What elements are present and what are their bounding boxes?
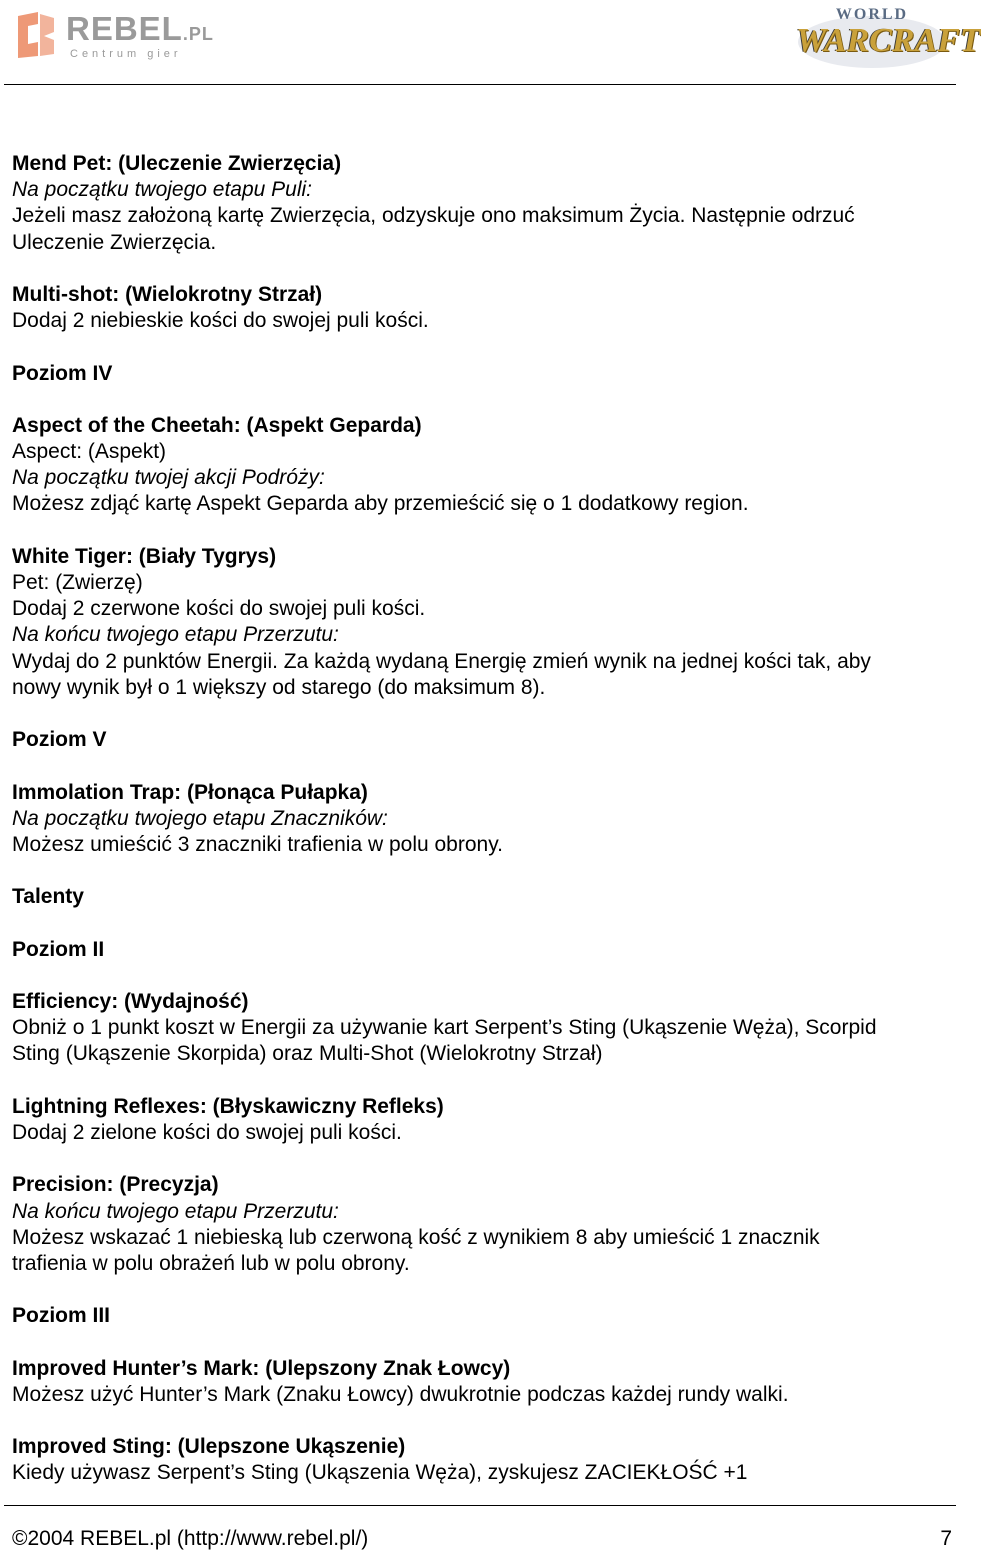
timing-line: Na końcu twojego etapu Przerzutu:	[12, 1199, 339, 1223]
rebel-logo-wordmark	[66, 10, 214, 48]
section-heading: Poziom V	[12, 728, 107, 752]
text-line: Wydaj do 2 punktów Energii. Za każdą wydaną Energię zmień wynik na jednej kości tak, aby	[12, 649, 871, 673]
paragraph-gap	[12, 1146, 952, 1172]
text-line: Sting (Ukąszenie Skorpida) oraz Multi-Shot (Wielokrotny Strzał)	[12, 1042, 603, 1066]
paragraph-gap	[12, 1277, 952, 1303]
paragraph-gap	[12, 518, 952, 544]
text-line: Uleczenie Zwierzęcia.	[12, 230, 217, 254]
section-heading: Immolation Trap: (Płonąca Pułapka)	[12, 780, 368, 804]
section-heading: Poziom IV	[12, 361, 113, 385]
text-line: Możesz wskazać 1 niebieską lub czerwoną kość z wynikiem 8 aby umieścić 1 znacznik	[12, 1225, 820, 1249]
paragraph-gap	[12, 858, 952, 884]
text-line: Dodaj 2 zielone kości do swojej puli kości.	[12, 1120, 402, 1144]
world-of-warcraft-logo	[796, 6, 981, 72]
text-line: Obniż o 1 punkt koszt w Energii za używanie kart Serpent’s Sting (Ukąszenie Węża), Scorpid	[12, 1016, 877, 1040]
section-heading: Multi-shot: (Wielokrotny Strzał)	[12, 282, 323, 306]
paragraph-gap	[12, 910, 952, 936]
paragraph-gap	[12, 963, 952, 989]
rebel-logo-mark-icon	[14, 10, 58, 60]
text-line: trafienia w polu obrażeń lub w polu obrony.	[12, 1251, 410, 1275]
section-heading: Aspect of the Cheetah: (Aspekt Geparda)	[12, 413, 422, 437]
text-line: Możesz zdjąć kartę Aspekt Geparda aby przemieścić się o 1 dodatkowy region.	[12, 492, 749, 516]
section-heading: Precision: (Precyzja)	[12, 1173, 219, 1197]
paragraph-gap	[12, 387, 952, 413]
section-heading: Efficiency: (Wydajność)	[12, 990, 249, 1013]
header-divider	[4, 84, 956, 85]
document-body	[12, 151, 952, 1487]
timing-line: Na początku twojego etapu Puli:	[12, 178, 313, 202]
paragraph-gap	[12, 1329, 952, 1355]
page-number: 7	[940, 1527, 952, 1550]
text-line: Dodaj 2 czerwone kości do swojej puli kości.	[12, 597, 426, 621]
text-line: Możesz użyć Hunter’s Mark (Znaku Łowcy) dwukrotnie podczas każdej rundy walki.	[12, 1382, 789, 1406]
rebel-logo-name: REBEL	[66, 10, 183, 47]
wow-logo-line1: WORLD	[835, 6, 909, 23]
timing-line: Na końcu twojego etapu Przerzutu:	[12, 623, 339, 647]
paragraph-gap	[12, 1408, 952, 1434]
page-header	[0, 0, 981, 84]
text-line: Pet: (Zwierzę)	[12, 571, 143, 594]
wow-logo-line2: WARCRAFT	[796, 22, 981, 59]
rebel-logo-tagline: Centrum gier	[70, 48, 182, 60]
text-line: Dodaj 2 niebieskie kości do swojej puli kości.	[12, 309, 429, 333]
timing-line: Na początku twojej akcji Podróży:	[12, 466, 325, 490]
paragraph-gap	[12, 753, 952, 779]
rebel-logo-tld: .PL	[182, 24, 214, 44]
text-line: Jeżeli masz założoną kartę Zwierzęcia, odzyskuje ono maksimum Życia. Następnie odrzuć	[12, 204, 855, 228]
paragraph-gap	[12, 256, 952, 282]
rebel-logo	[14, 8, 214, 64]
section-heading: Lightning Reflexes: (Błyskawiczny Refleks)	[12, 1094, 444, 1118]
text-line: Kiedy używasz Serpent’s Sting (Ukąszenia Węża), zyskujesz ZACIEKŁOŚĆ +1	[12, 1461, 748, 1485]
section-heading: Poziom III	[12, 1304, 111, 1328]
text-line: Aspect: (Aspekt)	[12, 440, 167, 464]
text-line: Możesz umieścić 3 znaczniki trafienia w polu obrony.	[12, 832, 503, 856]
paragraph-gap	[12, 334, 952, 360]
text-line: nowy wynik był o 1 większy od starego (do maksimum 8).	[12, 675, 546, 699]
paragraph-gap	[12, 701, 952, 727]
section-heading: Mend Pet: (Uleczenie Zwierzęcia)	[12, 152, 342, 175]
section-heading: White Tiger: (Biały Tygrys)	[12, 544, 277, 568]
timing-line: Na początku twojego etapu Znaczników:	[12, 806, 388, 830]
section-heading: Improved Sting: (Ulepszone Ukąszenie)	[12, 1435, 406, 1459]
footer-copyright: ©2004 REBEL.pl (http://www.rebel.pl/)	[12, 1527, 369, 1550]
section-heading: Talenty	[12, 885, 84, 909]
section-heading: Improved Hunter’s Mark: (Ulepszony Znak Łowcy)	[12, 1356, 511, 1380]
paragraph-gap	[12, 1068, 952, 1094]
footer-divider	[4, 1505, 956, 1506]
section-heading: Poziom II	[12, 937, 105, 961]
